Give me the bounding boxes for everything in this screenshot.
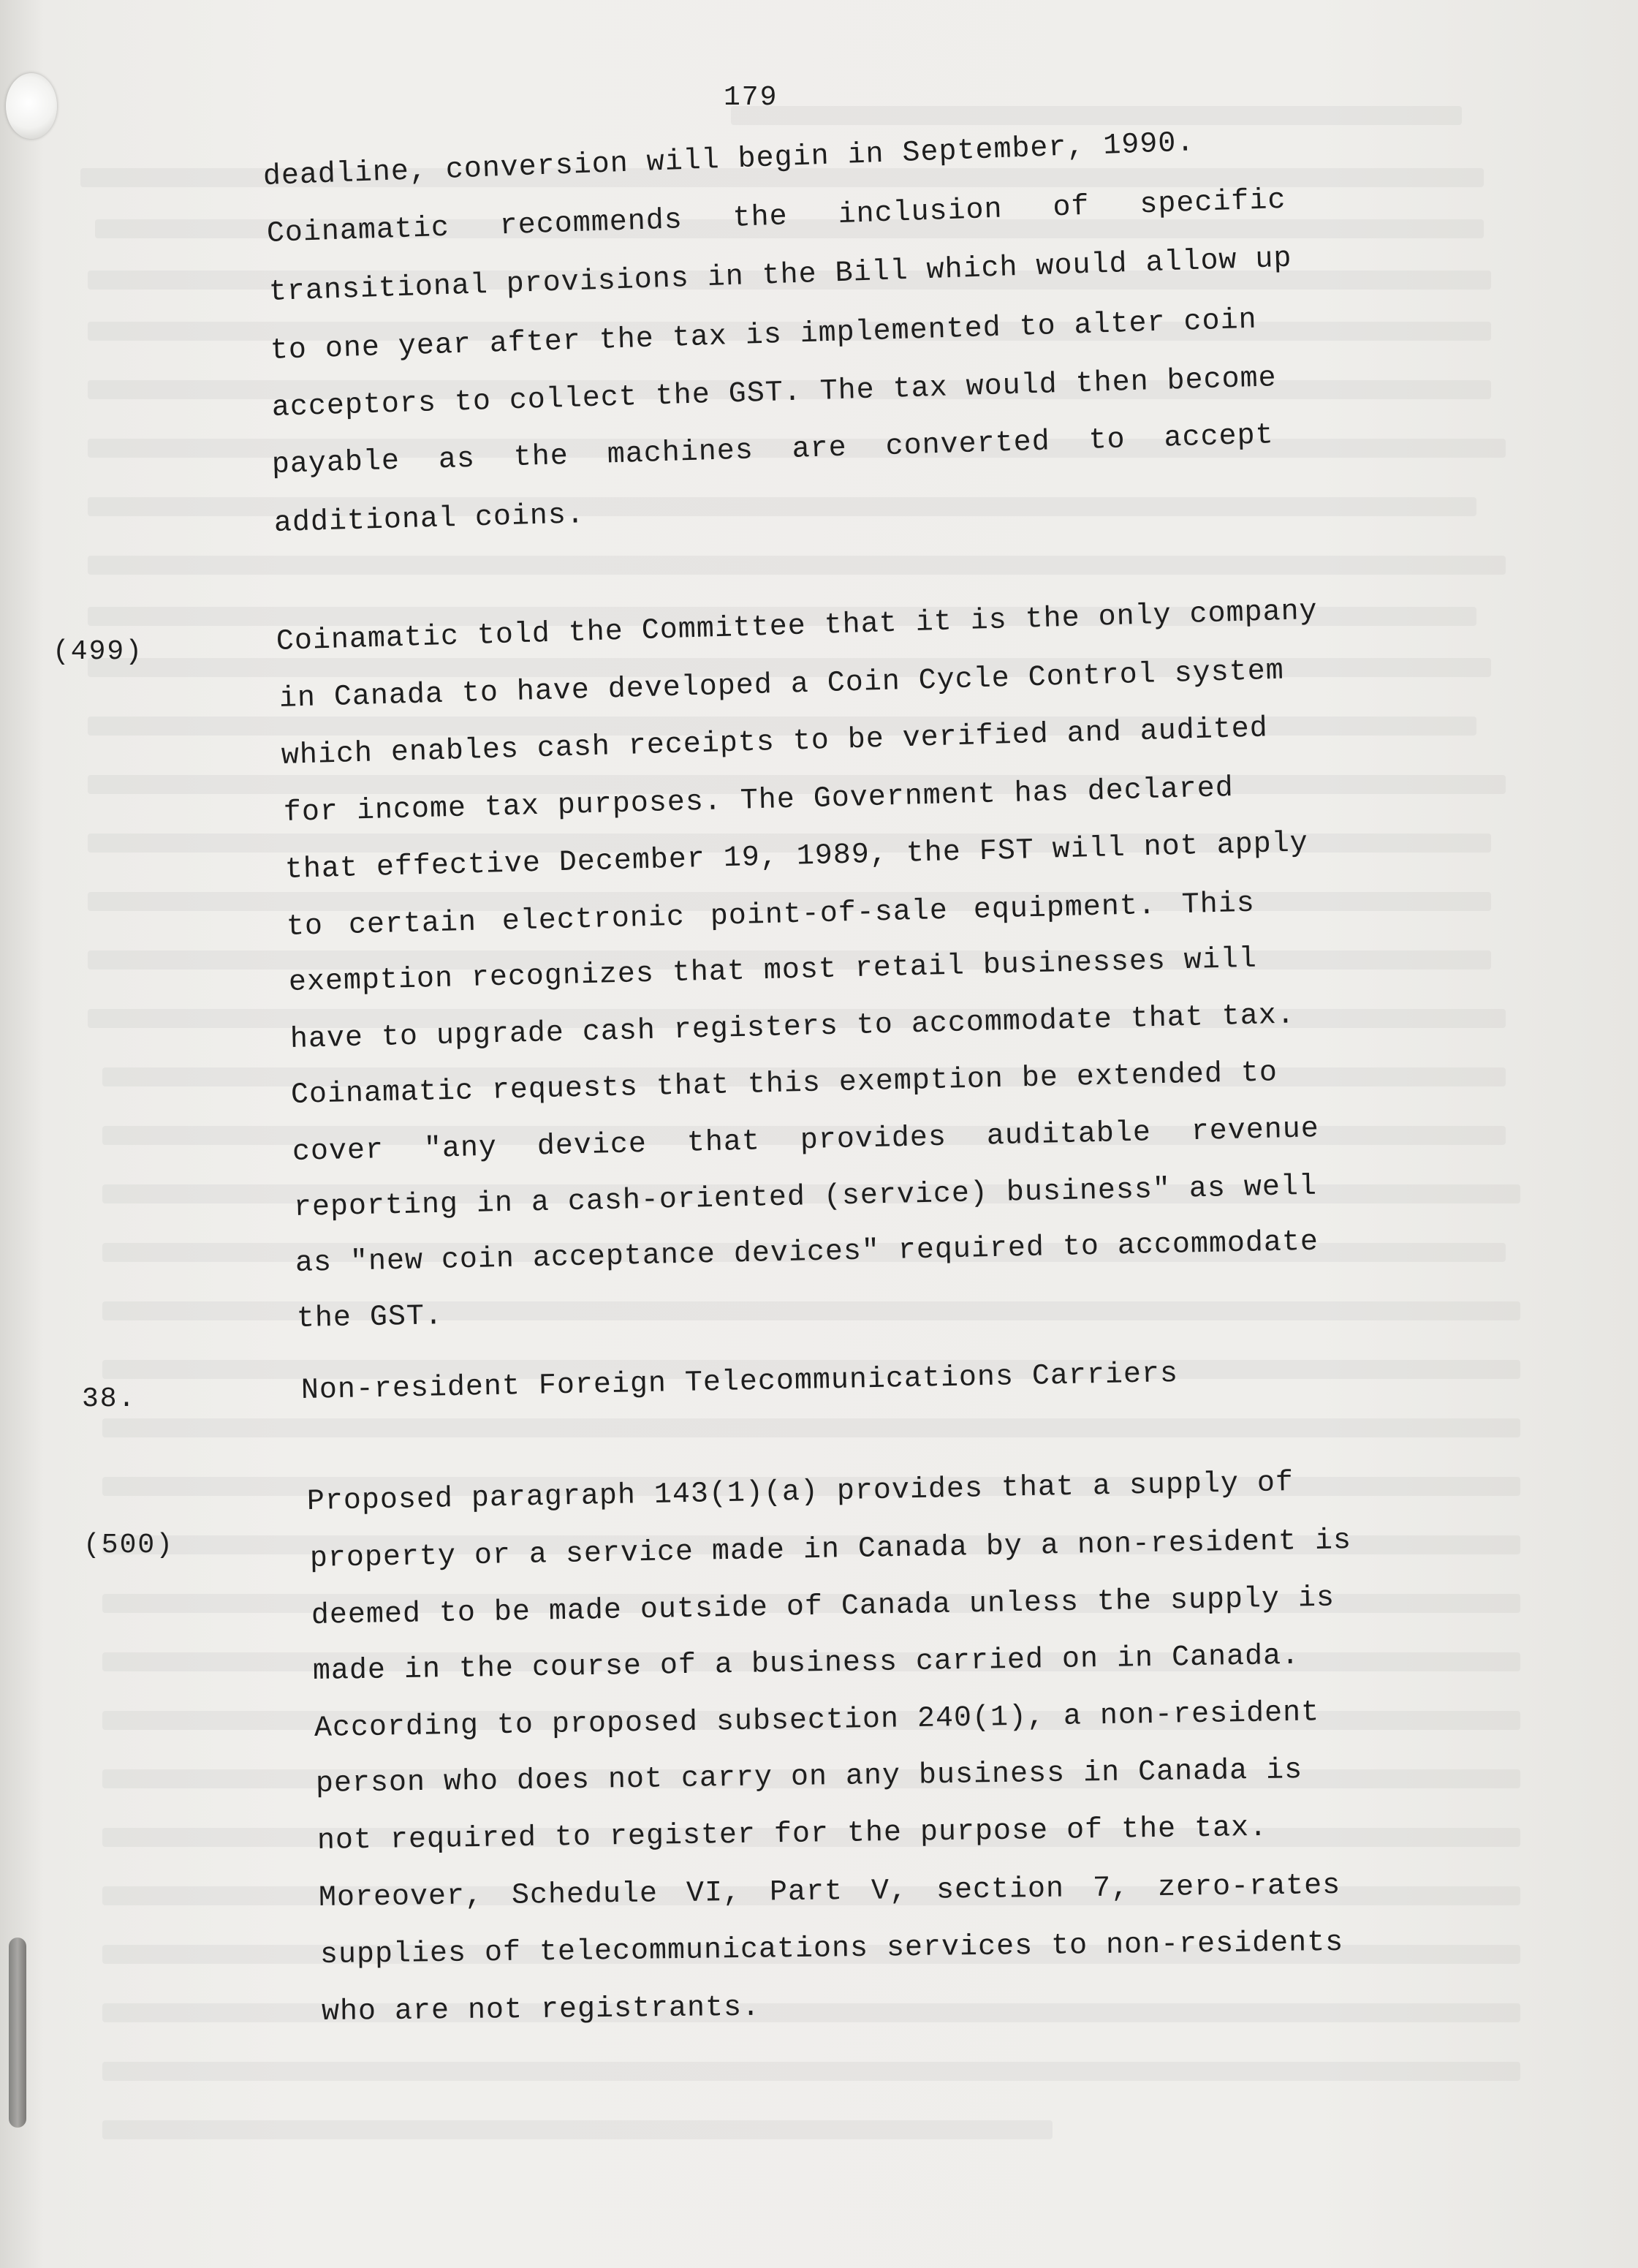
text-line: that effective December 19, 1989, the FST will not apply [284, 827, 1309, 887]
text-line: deemed to be made outside of Canada unless the supply is [311, 1581, 1335, 1633]
text-line: transitional provisions in the Bill which would allow up [268, 242, 1293, 309]
text-line: which enables cash receipts to be verified and audited [281, 712, 1269, 773]
section-number: 38. [82, 1383, 137, 1415]
text-line: deadline, conversion will begin in September, 1990. [262, 126, 1196, 194]
text-line: According to proposed subsection 240(1), a non-resident [314, 1696, 1320, 1745]
text-line: cover "any device that provides auditable revenue [292, 1113, 1320, 1169]
text-line: Coinamatic recommends the inclusion of specific [266, 184, 1287, 251]
text-line: Coinamatic told the Committee that it is the only company [276, 594, 1319, 659]
text-line: person who does not carry on any business in Canada is [315, 1754, 1303, 1801]
text-line: additional coins. [273, 499, 585, 540]
text-line: Coinamatic requests that this exemption be extended to [290, 1056, 1278, 1112]
text-line: have to upgrade cash registers to accommodate that tax. [289, 999, 1296, 1056]
text-line: payable as the machines are converted to accept [271, 419, 1275, 482]
text-line: property or a service made in Canada by a non-resident is [309, 1524, 1352, 1576]
text-line: acceptors to collect the GST. The tax would then become [271, 362, 1278, 425]
text-line: for income tax purposes. The Government has declared [283, 771, 1235, 830]
text-line: who are not registrants. [321, 1991, 761, 2029]
paragraph-number: (499) [53, 636, 144, 668]
binder-clip [9, 1938, 26, 2128]
text-line: made in the course of a business carried on in Canada. [312, 1639, 1300, 1688]
paragraph-number: (500) [83, 1530, 175, 1561]
binder-hole [6, 73, 57, 139]
text-line: Moreover, Schedule VI, Part V, section 7, zero-rates [318, 1869, 1341, 1915]
text-line: to one year after the tax is implemented to alter coin [270, 303, 1258, 368]
text-line: not required to register for the purpose of the tax. [316, 1811, 1268, 1858]
text-line: as "new coin acceptance devices" required to accommodate [295, 1225, 1319, 1280]
text-line: supplies of telecommunications services to non-residents [319, 1926, 1344, 1972]
page-number: 179 [724, 82, 778, 113]
text-line: to certain electronic point-of-sale equipment. This [286, 887, 1256, 944]
text-line: reporting in a cash-oriented (service) business" as well [293, 1170, 1318, 1225]
text-line: the GST. [296, 1300, 444, 1336]
section-title: Non-resident Foreign Telecommunications Carriers [300, 1357, 1179, 1407]
text-line: exemption recognizes that most retail businesses will [288, 942, 1258, 999]
text-line: in Canada to have developed a Coin Cycle Control system [278, 654, 1285, 716]
text-line: Proposed paragraph 143(1)(a) provides that a supply of [306, 1467, 1294, 1519]
